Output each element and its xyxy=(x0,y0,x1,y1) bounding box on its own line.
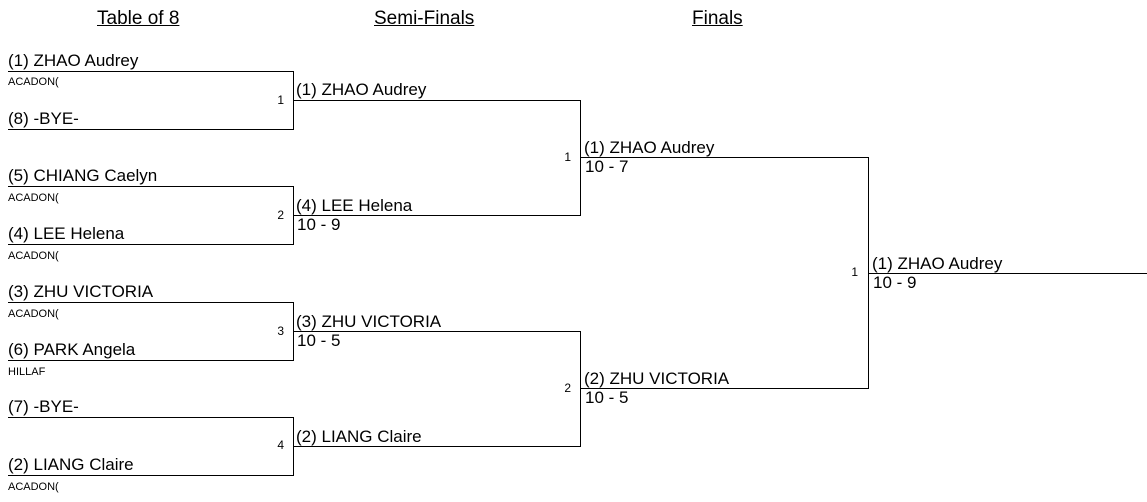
r1-slot-4-line xyxy=(8,244,294,245)
r1-slot-4-name: (4) LEE Helena xyxy=(8,224,125,243)
winner-score: 10 - 9 xyxy=(873,273,917,292)
r1-slot-3-line xyxy=(8,186,294,187)
r1-slot-2-name: (8) -BYE- xyxy=(8,109,79,128)
header-semi-finals: Semi-Finals xyxy=(374,8,475,29)
r1-slot-1-line xyxy=(8,71,294,72)
r1-slot-4-club: ACADON( xyxy=(8,250,59,262)
r2-slot-3-name: (3) ZHU VICTORIA xyxy=(296,312,442,331)
r1-slot-5-line xyxy=(8,302,294,303)
r1-slot-1-club: ACADON( xyxy=(8,76,59,88)
r3-slot-1-score: 10 - 7 xyxy=(585,157,629,176)
r2-slot-3-score: 10 - 5 xyxy=(297,331,341,350)
r1-bout-2-number: 2 xyxy=(277,208,284,222)
header-table-of-8: Table of 8 xyxy=(97,8,180,29)
r2-slot-1-line xyxy=(294,100,581,101)
r3-slot-2-name: (2) ZHU VICTORIA xyxy=(584,369,730,388)
r1-slot-8-club: ACADON( xyxy=(8,481,59,493)
r1-bout-1-number: 1 xyxy=(277,93,284,107)
r1-slot-3-club: ACADON( xyxy=(8,192,59,204)
r1-slot-7-line xyxy=(8,417,294,418)
r2-bout-1-bracket xyxy=(580,100,581,216)
r1-bout-4-number: 4 xyxy=(277,438,284,452)
r1-slot-8-name: (2) LIANG Claire xyxy=(8,455,134,474)
final-bout-number: 1 xyxy=(851,265,858,279)
r1-slot-7-name: (7) -BYE- xyxy=(8,397,79,416)
r1-slot-1-name: (1) ZHAO Audrey xyxy=(8,51,139,70)
r2-slot-2-name: (4) LEE Helena xyxy=(296,196,413,215)
r1-slot-3-name: (5) CHIANG Caelyn xyxy=(8,166,158,185)
winner-name: (1) ZHAO Audrey xyxy=(872,254,1003,273)
r2-slot-4-name: (2) LIANG Claire xyxy=(296,427,422,446)
r3-slot-2-score: 10 - 5 xyxy=(585,388,629,407)
r2-bout-1-number: 1 xyxy=(564,150,571,164)
r1-slot-2-line xyxy=(8,129,294,130)
r3-slot-1-name: (1) ZHAO Audrey xyxy=(584,138,715,157)
r2-slot-1-name: (1) ZHAO Audrey xyxy=(296,80,427,99)
r1-slot-6-club: HILLAF xyxy=(8,366,46,378)
r1-slot-8-line xyxy=(8,475,294,476)
r1-slot-6-name: (6) PARK Angela xyxy=(8,340,136,359)
r2-bout-2-bracket xyxy=(580,331,581,447)
r1-slot-6-line xyxy=(8,360,294,361)
r1-slot-5-club: ACADON( xyxy=(8,308,59,320)
r2-slot-2-score: 10 - 9 xyxy=(297,215,341,234)
r2-bout-2-number: 2 xyxy=(564,381,571,395)
r1-bout-3-number: 3 xyxy=(277,324,284,338)
header-finals: Finals xyxy=(692,8,743,29)
r2-slot-4-line xyxy=(294,446,581,447)
r1-slot-5-name: (3) ZHU VICTORIA xyxy=(8,282,154,301)
